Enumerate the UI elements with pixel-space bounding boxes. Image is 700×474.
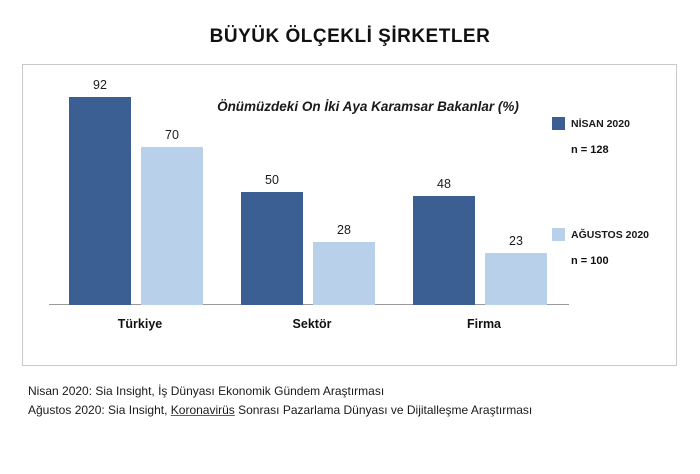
- bar-nisan-turkiye: [69, 78, 131, 305]
- footnote-line-2: [28, 401, 668, 420]
- bar-agustos-firma: [485, 234, 547, 305]
- footnote-line-2-post: Sonrası Pazarlama Dünyası ve Dijitalleşme Araştırması: [234, 403, 533, 417]
- footnote-line-2-underlined: Koronavirüs: [170, 403, 235, 417]
- plot-area: [49, 79, 569, 341]
- bar-value: 23: [509, 234, 523, 248]
- chart-frame: [22, 64, 677, 366]
- bar-value: 70: [165, 128, 179, 142]
- bar-group-firma: [399, 79, 569, 305]
- bar-agustos-sektor: [313, 223, 375, 305]
- footnote-line-2-pre: Ağustos 2020: Sia Insight,: [28, 403, 171, 417]
- bar-value: 50: [265, 173, 279, 187]
- footnotes: [28, 382, 668, 420]
- chart-subtitle: Önümüzdeki On İki Aya Karamsar Bakanlar (%): [217, 99, 519, 114]
- bar-value: 28: [337, 223, 351, 237]
- bar-nisan-firma: [413, 177, 475, 305]
- legend-label: AĞUSTOS 2020: [571, 228, 650, 241]
- category-label-turkiye: Türkiye: [117, 317, 163, 331]
- bar-nisan-sektor: [241, 173, 303, 305]
- category-label-firma: Firma: [466, 317, 502, 331]
- bar-agustos-turkiye: [141, 128, 203, 305]
- legend-entry-agustos: [552, 228, 662, 267]
- bar-value: 92: [93, 78, 107, 92]
- legend-sample-size: n = 100: [571, 255, 609, 267]
- legend-swatch-icon: [552, 228, 565, 241]
- legend-label: NİSAN 2020: [571, 117, 630, 130]
- category-label-sektor: Sektör: [292, 317, 332, 331]
- bar-group-turkiye: [55, 79, 225, 305]
- page-title: BÜYÜK ÖLÇEKLİ ŞİRKETLER: [209, 26, 491, 47]
- bar-value: 48: [437, 177, 451, 191]
- legend: [552, 117, 662, 271]
- legend-sample-size: n = 128: [571, 144, 609, 156]
- bar-group-sektor: [227, 79, 397, 305]
- legend-entry-nisan: [552, 117, 662, 156]
- footnote-line-1: Nisan 2020: Sia Insight, İş Dünyası Ekonomik Gündem Araştırması: [28, 384, 385, 398]
- legend-swatch-icon: [552, 117, 565, 130]
